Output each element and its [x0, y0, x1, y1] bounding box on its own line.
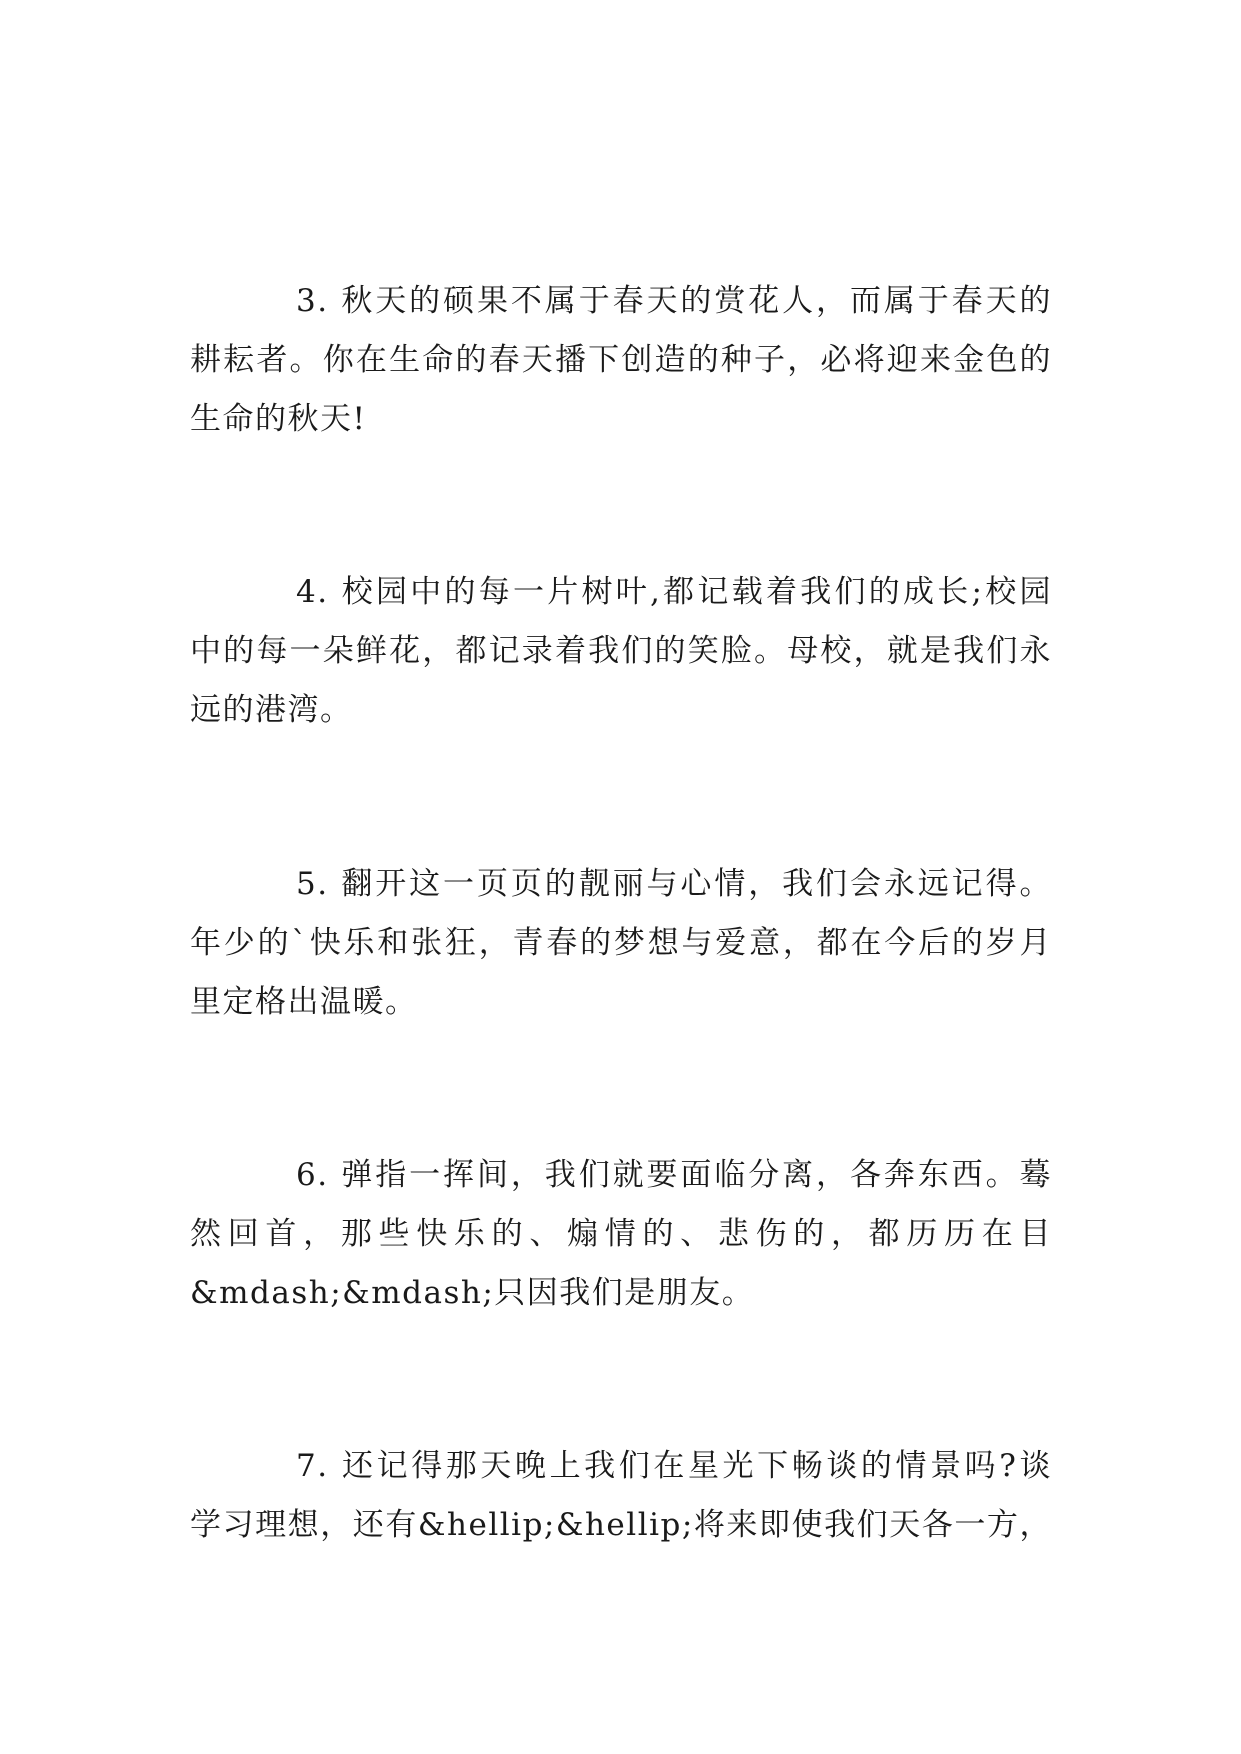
paragraph-line: 里定格出温暖。	[190, 984, 418, 1020]
paragraph-line: 年少的`快乐和张狂，青春的梦想与爱意，都在今后的岁月	[190, 925, 1052, 961]
paragraph-5	[190, 855, 1052, 1032]
paragraph-line: 学习理想，还有&hellip;&hellip;将来即使我们天各一方，	[190, 1507, 1052, 1543]
paragraph-7	[190, 1437, 1052, 1555]
paragraph-line: 然回首，那些快乐的、煽情的、悲伤的，都历历在目	[190, 1216, 1052, 1252]
paragraph-line: 3. 秋天的硕果不属于春天的赏花人，而属于春天的	[296, 283, 1052, 319]
paragraph-line: 生命的秋天!	[190, 401, 367, 437]
paragraph-line: 中的每一朵鲜花，都记录着我们的笑脸。母校，就是我们永	[190, 633, 1052, 669]
paragraph-line: 远的港湾。	[190, 692, 353, 728]
paragraph-6	[190, 1146, 1052, 1323]
paragraph-line: 5. 翻开这一页页的靓丽与心情，我们会永远记得。	[296, 866, 1052, 902]
paragraph-3	[190, 272, 1052, 449]
paragraph-line: 4. 校园中的每一片树叶,都记载着我们的成长;校园	[296, 574, 1052, 610]
paragraph-line: 耕耘者。你在生命的春天播下创造的种子，必将迎来金色的	[190, 342, 1052, 378]
paragraph-line: 6. 弹指一挥间，我们就要面临分离，各奔东西。蓦	[296, 1157, 1052, 1193]
paragraph-line: 7. 还记得那天晚上我们在星光下畅谈的情景吗?谈	[296, 1448, 1052, 1484]
paragraph-4	[190, 563, 1052, 740]
paragraph-line: &mdash;&mdash;只因我们是朋友。	[190, 1275, 755, 1311]
